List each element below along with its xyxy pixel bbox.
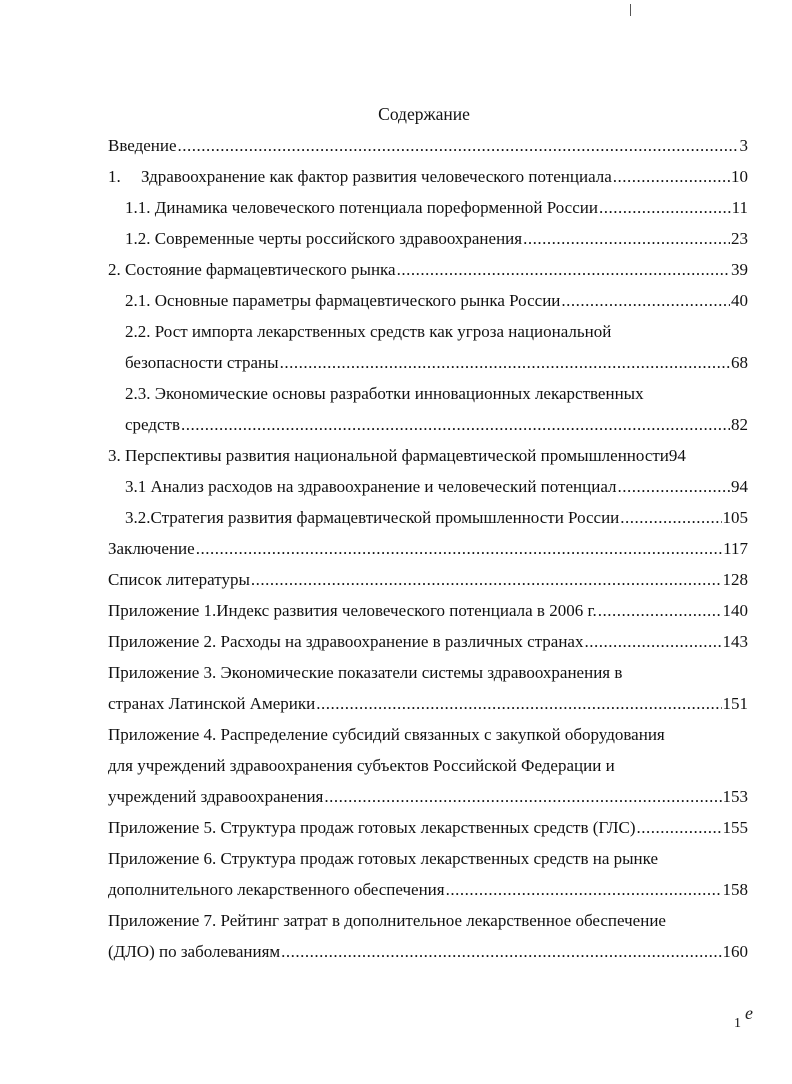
- toc-entry-appendix-4-line3[interactable]: [108, 785, 748, 809]
- toc-entry-page: 153: [722, 787, 748, 806]
- toc-entry-text: 1.2. Современные черты российского здравоохранения: [125, 229, 523, 248]
- toc-entry-page: 40: [731, 291, 748, 310]
- dot-leader: [584, 630, 721, 654]
- toc-entry-text: 2.2. Рост импорта лекарственных средств как угроза национальной: [125, 322, 612, 341]
- toc-entry-text: 3.1 Анализ расходов на здравоохранение и человеческий потенциал: [125, 477, 617, 496]
- toc-entry-chapter-1[interactable]: [108, 165, 748, 189]
- toc-entry-page: 68: [731, 353, 748, 372]
- toc-entry-appendix-5[interactable]: [108, 816, 748, 840]
- toc-entry-text: Приложение 1.Индекс развития человеческого потенциала в 2006 г.: [108, 601, 597, 620]
- dot-leader: [251, 568, 722, 592]
- toc-entry-page: 10: [731, 167, 748, 186]
- dot-leader: [316, 692, 721, 716]
- dot-leader: [280, 351, 730, 375]
- toc-entry-text: Приложение 7. Рейтинг затрат в дополнительное лекарственное обеспечение: [108, 911, 666, 930]
- toc-entry-text: 2. Состояние фармацевтического рынка: [108, 260, 396, 279]
- toc-entry-text: 2.1. Основные параметры фармацевтического рынка России: [125, 291, 561, 310]
- toc-entry-text: 1.1. Динамика человеческого потенциала пореформенной России: [125, 198, 598, 217]
- toc-entry-section-2-1[interactable]: [125, 289, 748, 313]
- scan-mark: [630, 4, 631, 16]
- toc-entry-section-2-2-line1[interactable]: [125, 320, 611, 344]
- dot-leader: [523, 227, 730, 251]
- toc-entry-appendix-4-line2[interactable]: [108, 754, 615, 778]
- toc-entry-appendix-7-line2[interactable]: [108, 940, 748, 964]
- dot-leader: [561, 289, 730, 313]
- toc-entry-page: 128: [722, 570, 748, 589]
- toc-entry-text: безопасности страны: [125, 353, 279, 372]
- toc-entry-text: Приложение 6. Структура продаж готовых лекарственных средств на рынке: [108, 849, 659, 868]
- page-number: 1: [734, 1016, 741, 1031]
- toc-entry-text: 2.3. Экономические основы разработки инновационных лекарственных: [125, 384, 644, 403]
- toc-entry-text: учреждений здравоохранения: [108, 787, 324, 806]
- toc-entry-text: Приложение 5. Структура продаж готовых лекарственных средств (ГЛС): [108, 818, 636, 837]
- toc-entry-text: Приложение 2. Расходы на здравоохранение в различных странах: [108, 632, 584, 651]
- toc-entry-section-2-3-line1[interactable]: [125, 382, 644, 406]
- dot-leader: [281, 940, 721, 964]
- toc-entry-page: 143: [722, 632, 748, 651]
- toc-entry-page: 151: [722, 694, 748, 713]
- dot-leader: [636, 816, 721, 840]
- toc-entry-text: Список литературы: [108, 570, 250, 589]
- toc-entry-page: 94: [668, 446, 686, 465]
- toc-entry-appendix-3-line2[interactable]: [108, 692, 748, 716]
- toc-entry-references[interactable]: [108, 568, 748, 592]
- toc-entry-text: странах Латинской Америки: [108, 694, 316, 713]
- toc-entry-section-2-2-line2[interactable]: [125, 351, 748, 375]
- dot-leader: [620, 506, 721, 530]
- dot-leader: [618, 475, 731, 499]
- toc-entry-text: Приложение 3. Экономические показатели системы здравоохранения в: [108, 663, 623, 682]
- toc-entry-number: 1.: [108, 167, 121, 186]
- toc-entry-page: 140: [722, 601, 748, 620]
- toc-entry-title: Здравоохранение как фактор развития человеческого потенциала: [141, 167, 612, 186]
- toc-entry-text: для учреждений здравоохранения субъектов Российской Федерации и: [108, 756, 615, 775]
- toc-entry-introduction[interactable]: [108, 134, 748, 158]
- toc-entry-section-1-2[interactable]: [125, 227, 748, 251]
- toc-entry-page: 3: [739, 136, 748, 155]
- toc-entry-text: [108, 165, 612, 189]
- toc-entry-text: дополнительного лекарственного обеспечения: [108, 880, 445, 899]
- toc-entry-text: 3. Перспективы развития национальной фармацевтической промышленности: [108, 446, 669, 465]
- toc-entry-text: 3.2.Стратегия развития фармацевтической промышленности России: [125, 508, 620, 527]
- toc-entry-conclusion[interactable]: [108, 537, 748, 561]
- dot-leader: [397, 258, 730, 282]
- toc-entry-page: 82: [731, 415, 748, 434]
- dot-leader: [599, 196, 731, 220]
- toc-entry-text: Приложение 4. Распределение субсидий связанных с закупкой оборудования: [108, 725, 665, 744]
- toc-entry-page: 11: [731, 198, 748, 217]
- toc-entry-page: 39: [731, 260, 748, 279]
- toc-entry-section-3-2[interactable]: [125, 506, 748, 530]
- dot-leader: [613, 165, 730, 189]
- toc-entry-page: 105: [722, 508, 748, 527]
- toc-entry-text: Заключение: [108, 539, 195, 558]
- toc-entry-appendix-7-line1[interactable]: [108, 909, 666, 933]
- toc-entry-appendix-1[interactable]: [108, 599, 748, 623]
- dot-leader: [446, 878, 722, 902]
- toc-entry-text: (ДЛО) по заболеваниям: [108, 942, 281, 961]
- toc-entry-appendix-3-line1[interactable]: [108, 661, 622, 685]
- toc-entry-appendix-2[interactable]: [108, 630, 748, 654]
- handwritten-initial: е: [745, 1003, 753, 1023]
- toc-entry-text: Введение: [108, 136, 177, 155]
- toc-entry-section-1-1[interactable]: [125, 196, 748, 220]
- toc-entry-chapter-3[interactable]: [108, 444, 686, 468]
- dot-leader: [181, 413, 730, 437]
- toc-entry-page: 155: [722, 818, 748, 837]
- toc-entry-appendix-6-line2[interactable]: [108, 878, 748, 902]
- toc-entry-page: 160: [722, 942, 748, 961]
- toc-entry-page: 117: [723, 539, 748, 558]
- toc-entry-section-2-3-line2[interactable]: [125, 413, 748, 437]
- dot-leader: [598, 599, 722, 623]
- dot-leader: [196, 537, 722, 561]
- toc-entry-section-3-1[interactable]: [125, 475, 748, 499]
- toc-title: Содержание: [378, 104, 470, 124]
- toc-entry-appendix-4-line1[interactable]: [108, 723, 665, 747]
- toc-entry-appendix-6-line1[interactable]: [108, 847, 658, 871]
- dot-leader: [178, 134, 739, 158]
- toc-entry-chapter-2[interactable]: [108, 258, 748, 282]
- toc-entry-text: средств: [125, 415, 181, 434]
- dot-leader: [324, 785, 721, 809]
- toc-entry-page: 23: [731, 229, 748, 248]
- toc-entry-page: 94: [731, 477, 748, 496]
- toc-entry-page: 158: [722, 880, 748, 899]
